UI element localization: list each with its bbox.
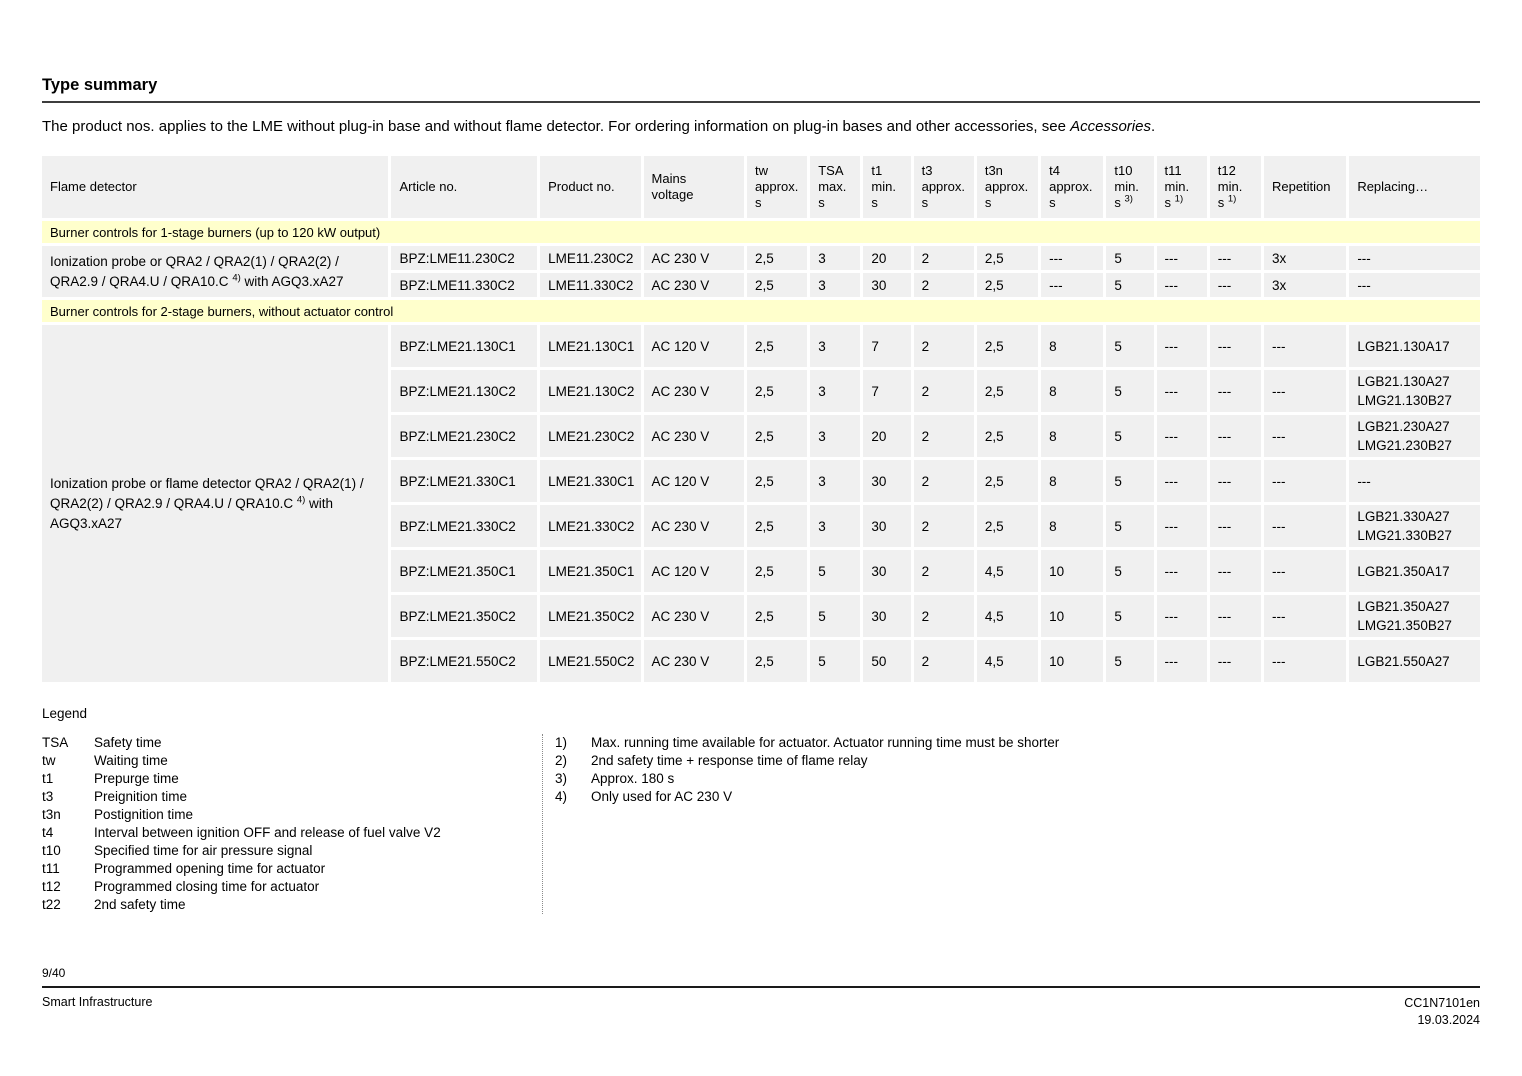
- cell-article: BPZ:LME21.350C1: [391, 550, 537, 592]
- cell-t1: 30: [863, 595, 910, 637]
- cell-t4: 10: [1041, 595, 1103, 637]
- cell-t11: ---: [1157, 246, 1207, 270]
- section-banner: [42, 300, 1480, 322]
- footnote-marker: 4): [232, 272, 241, 283]
- doc-date: 19.03.2024: [1417, 1013, 1480, 1027]
- cell-voltage: AC 230 V: [644, 273, 744, 297]
- legend-term-key: t3n: [42, 807, 61, 822]
- cell-voltage: AC 230 V: [644, 415, 744, 457]
- col-header-repetition: Repetition: [1264, 156, 1346, 218]
- legend-term-key: tw: [42, 753, 56, 768]
- legend-section: [42, 706, 1480, 914]
- footnote-text: Approx. 180 s: [591, 771, 675, 786]
- cell-article: BPZ:LME21.130C1: [391, 325, 537, 367]
- cell-product: LME11.330C2: [540, 273, 640, 297]
- cell-replacing: LGB21.350A17: [1349, 550, 1480, 592]
- cell-t12: ---: [1210, 460, 1261, 502]
- cell-article: BPZ:LME11.330C2: [391, 273, 537, 297]
- col-header-fd: Flame detector: [42, 156, 388, 218]
- cell-article: BPZ:LME21.550C2: [391, 640, 537, 682]
- cell-t1: 30: [863, 273, 910, 297]
- cell-t11: ---: [1157, 550, 1207, 592]
- cell-t12: ---: [1210, 273, 1261, 297]
- legend-term-key: t10: [42, 843, 61, 858]
- cell-repetition: ---: [1264, 370, 1346, 412]
- col-header-t3n: t3n approx. s: [977, 156, 1038, 218]
- type-summary-table: [39, 153, 1483, 685]
- cell-t4: 10: [1041, 640, 1103, 682]
- col-header-article: Article no.: [391, 156, 537, 218]
- legend-term-text: Interval between ignition OFF and release of fuel valve V2: [94, 825, 441, 840]
- cell-product: LME21.330C1: [540, 460, 640, 502]
- legend-term-text: Postignition time: [94, 807, 194, 822]
- legend-term-text: Prepurge time: [94, 771, 179, 786]
- cell-t10: 5: [1106, 325, 1153, 367]
- table-row: [42, 246, 1480, 270]
- cell-replacing: ---: [1349, 273, 1480, 297]
- cell-t3: 2: [914, 460, 974, 502]
- footer-brand: Smart Infrastructure: [42, 995, 153, 1009]
- footer-row: [42, 995, 1480, 1029]
- cell-tw: 2,5: [747, 325, 807, 367]
- cell-t3: 2: [914, 505, 974, 547]
- cell-t3: 2: [914, 246, 974, 270]
- cell-t11: ---: [1157, 415, 1207, 457]
- cell-t3n: 4,5: [977, 640, 1038, 682]
- cell-repetition: ---: [1264, 460, 1346, 502]
- doc-id: CC1N7101en: [1404, 996, 1480, 1010]
- title-rule: [42, 101, 1480, 103]
- flame-detector-cell: Ionization probe or flame detector QRA2 / QRA2(1) / QRA2(2) / QRA2.9 / QRA4.U / QRA10.C $^{4)}$ with AGQ3.xA27: [42, 325, 388, 682]
- footnote-marker: 1): [1174, 193, 1184, 205]
- page-content: [42, 0, 1480, 914]
- cell-tsa: 3: [810, 246, 860, 270]
- cell-t10: 5: [1106, 415, 1153, 457]
- page-title: Type summary: [42, 76, 158, 94]
- legend-term-text: 2nd safety time: [94, 897, 186, 912]
- cell-tsa: 3: [810, 273, 860, 297]
- cell-t3: 2: [914, 325, 974, 367]
- footer-doc-info: [1404, 995, 1480, 1029]
- cell-t11: ---: [1157, 640, 1207, 682]
- col-header-voltage: Mains voltage: [644, 156, 744, 218]
- footnote-number: 3): [555, 771, 568, 786]
- cell-replacing: ---: [1349, 460, 1480, 502]
- cell-voltage: AC 120 V: [644, 325, 744, 367]
- cell-t4: ---: [1041, 273, 1103, 297]
- cell-t4: ---: [1041, 246, 1103, 270]
- cell-voltage: AC 120 V: [644, 550, 744, 592]
- cell-t3n: 2,5: [977, 370, 1038, 412]
- col-header-t3: t3 approx. s: [914, 156, 974, 218]
- section-banner-label: Burner controls for 2-stage burners, without actuator control: [42, 300, 1480, 322]
- cell-t3n: 4,5: [977, 550, 1038, 592]
- cell-t10: 5: [1106, 460, 1153, 502]
- cell-t3n: 2,5: [977, 325, 1038, 367]
- legend-term-key: t4: [42, 825, 54, 840]
- cell-tw: 2,5: [747, 505, 807, 547]
- legend-title: Legend: [42, 706, 88, 721]
- cell-repetition: ---: [1264, 505, 1346, 547]
- cell-product: LME21.130C2: [540, 370, 640, 412]
- legend-term-key: TSA: [42, 735, 69, 750]
- cell-t10: 5: [1106, 595, 1153, 637]
- cell-tw: 2,5: [747, 415, 807, 457]
- cell-replacing: LGB21.230A27 LMG21.230B27: [1349, 415, 1480, 457]
- flame-detector-cell: Ionization probe or QRA2 / QRA2(1) / QRA2(2) / QRA2.9 / QRA4.U / QRA10.C $^{4)}$ with AGQ3.xA27: [42, 246, 388, 297]
- cell-t4: 8: [1041, 505, 1103, 547]
- col-header-tsa: TSA max. s: [810, 156, 860, 218]
- cell-t4: 8: [1041, 325, 1103, 367]
- cell-t12: ---: [1210, 550, 1261, 592]
- cell-product: LME21.130C1: [540, 325, 640, 367]
- legend-term-key: t1: [42, 771, 54, 786]
- table-head: [42, 156, 1480, 218]
- col-header-t11: t11 min. s $^{1)}$: [1157, 156, 1207, 218]
- footnote-marker: 1): [1227, 193, 1237, 205]
- cell-t12: ---: [1210, 415, 1261, 457]
- cell-repetition: ---: [1264, 640, 1346, 682]
- cell-product: LME21.350C1: [540, 550, 640, 592]
- cell-voltage: AC 120 V: [644, 460, 744, 502]
- cell-repetition: 3x: [1264, 273, 1346, 297]
- table-header-row: [42, 156, 1480, 218]
- legend-term-text: Specified time for air pressure signal: [94, 843, 313, 858]
- cell-article: BPZ:LME21.130C2: [391, 370, 537, 412]
- cell-t10: 5: [1106, 505, 1153, 547]
- section-banner-label: Burner controls for 1-stage burners (up to 120 kW output): [42, 221, 1480, 243]
- cell-replacing: ---: [1349, 246, 1480, 270]
- cell-t11: ---: [1157, 595, 1207, 637]
- cell-tw: 2,5: [747, 460, 807, 502]
- cell-voltage: AC 230 V: [644, 595, 744, 637]
- cell-t12: ---: [1210, 370, 1261, 412]
- cell-tsa: 3: [810, 325, 860, 367]
- footnote-text: 2nd safety time + response time of flame relay: [591, 753, 868, 768]
- cell-t12: ---: [1210, 246, 1261, 270]
- cell-t11: ---: [1157, 370, 1207, 412]
- legend-term-key: t22: [42, 897, 61, 912]
- table-row: [42, 325, 1480, 367]
- cell-t3: 2: [914, 640, 974, 682]
- legend-divider: [542, 734, 543, 914]
- footnote-number: 2): [555, 753, 568, 768]
- legend-term-key: t11: [42, 861, 60, 876]
- cell-t4: 10: [1041, 550, 1103, 592]
- cell-product: LME21.330C2: [540, 505, 640, 547]
- footnote-marker: 4): [296, 494, 306, 505]
- cell-replacing: LGB21.350A27 LMG21.350B27: [1349, 595, 1480, 637]
- cell-t10: 5: [1106, 370, 1153, 412]
- footer-rule: [42, 986, 1480, 988]
- cell-t3: 2: [914, 415, 974, 457]
- cell-repetition: ---: [1264, 415, 1346, 457]
- cell-t12: ---: [1210, 505, 1261, 547]
- cell-t1: 7: [863, 370, 910, 412]
- cell-voltage: AC 230 V: [644, 246, 744, 270]
- legend-terms-list: [42, 734, 542, 914]
- intro-italic-ref: Accessories: [1070, 118, 1151, 135]
- cell-repetition: ---: [1264, 595, 1346, 637]
- cell-product: LME21.350C2: [540, 595, 640, 637]
- col-header-t10: t10 min. s $^{3)}$: [1106, 156, 1153, 218]
- footnote-text: Max. running time available for actuator. Actuator running time must be shorter: [591, 735, 1060, 750]
- cell-repetition: 3x: [1264, 246, 1346, 270]
- cell-t10: 5: [1106, 640, 1153, 682]
- section-banner: [42, 221, 1480, 243]
- col-header-t4: t4 approx. s: [1041, 156, 1103, 218]
- cell-product: LME11.230C2: [540, 246, 640, 270]
- cell-t3n: 2,5: [977, 460, 1038, 502]
- cell-t11: ---: [1157, 460, 1207, 502]
- cell-article: BPZ:LME21.330C1: [391, 460, 537, 502]
- cell-tw: 2,5: [747, 370, 807, 412]
- cell-t3n: 2,5: [977, 415, 1038, 457]
- cell-t1: 30: [863, 505, 910, 547]
- cell-voltage: AC 230 V: [644, 640, 744, 682]
- col-header-t12: t12 min. s $^{1)}$: [1210, 156, 1261, 218]
- cell-tsa: 3: [810, 505, 860, 547]
- cell-t3: 2: [914, 595, 974, 637]
- cell-voltage: AC 230 V: [644, 505, 744, 547]
- cell-voltage: AC 230 V: [644, 370, 744, 412]
- legend-term-key: t3: [42, 789, 54, 804]
- cell-t1: 7: [863, 325, 910, 367]
- cell-tw: 2,5: [747, 246, 807, 270]
- cell-t1: 20: [863, 246, 910, 270]
- legend-term-text: Waiting time: [94, 753, 168, 768]
- footnote-text: Only used for AC 230 V: [591, 789, 733, 804]
- cell-tw: 2,5: [747, 640, 807, 682]
- cell-tsa: 5: [810, 550, 860, 592]
- cell-replacing: LGB21.330A27 LMG21.330B27: [1349, 505, 1480, 547]
- cell-t3: 2: [914, 273, 974, 297]
- cell-t3n: 2,5: [977, 246, 1038, 270]
- page-footer: [42, 966, 1480, 1029]
- legend-term-key: t12: [42, 879, 61, 894]
- cell-repetition: ---: [1264, 325, 1346, 367]
- cell-tsa: 3: [810, 460, 860, 502]
- footnote-number: 1): [555, 735, 568, 750]
- cell-t11: ---: [1157, 325, 1207, 367]
- page-number: 9/40: [42, 966, 66, 980]
- cell-t3: 2: [914, 370, 974, 412]
- cell-repetition: ---: [1264, 550, 1346, 592]
- col-header-product: Product no.: [540, 156, 640, 218]
- cell-tsa: 3: [810, 415, 860, 457]
- intro-paragraph: [42, 118, 1480, 135]
- legend-term-text: Programmed opening time for actuator: [94, 861, 326, 876]
- cell-article: BPZ:LME11.230C2: [391, 246, 537, 270]
- cell-t1: 30: [863, 460, 910, 502]
- footnote-marker: 3): [1124, 193, 1133, 205]
- cell-article: BPZ:LME21.230C2: [391, 415, 537, 457]
- cell-tsa: 5: [810, 640, 860, 682]
- cell-t3: 2: [914, 550, 974, 592]
- cell-tw: 2,5: [747, 595, 807, 637]
- footnote-number: 4): [555, 789, 568, 804]
- cell-t10: 5: [1106, 273, 1153, 297]
- legend-term-text: Programmed closing time for actuator: [94, 879, 320, 894]
- cell-t3n: 2,5: [977, 273, 1038, 297]
- cell-t3n: 2,5: [977, 505, 1038, 547]
- cell-product: LME21.550C2: [540, 640, 640, 682]
- cell-t11: ---: [1157, 273, 1207, 297]
- legend-term-text: Safety time: [94, 735, 162, 750]
- intro-period: .: [1150, 118, 1156, 135]
- cell-t11: ---: [1157, 505, 1207, 547]
- cell-product: LME21.230C2: [540, 415, 640, 457]
- table-body: [42, 221, 1480, 682]
- legend-term-text: Preignition time: [94, 789, 188, 804]
- col-header-t1: t1 min. s: [863, 156, 910, 218]
- cell-t1: 50: [863, 640, 910, 682]
- cell-t10: 5: [1106, 550, 1153, 592]
- cell-t4: 8: [1041, 415, 1103, 457]
- intro-text: The product nos. applies to the LME without plug-in base and without flame detector. For ordering information on plug-in bases and other accessories, see: [42, 118, 1071, 135]
- cell-tw: 2,5: [747, 550, 807, 592]
- cell-t1: 30: [863, 550, 910, 592]
- cell-tsa: 3: [810, 370, 860, 412]
- cell-article: BPZ:LME21.330C2: [391, 505, 537, 547]
- cell-replacing: LGB21.130A27 LMG21.130B27: [1349, 370, 1480, 412]
- cell-tw: 2,5: [747, 273, 807, 297]
- cell-t4: 8: [1041, 460, 1103, 502]
- legend-footnotes-list: [555, 734, 1059, 914]
- cell-t12: ---: [1210, 640, 1261, 682]
- col-header-tw: tw approx. s: [747, 156, 807, 218]
- cell-article: BPZ:LME21.350C2: [391, 595, 537, 637]
- legend-columns: [42, 734, 1480, 914]
- cell-t12: ---: [1210, 325, 1261, 367]
- cell-t10: 5: [1106, 246, 1153, 270]
- cell-t1: 20: [863, 415, 910, 457]
- cell-replacing: LGB21.130A17: [1349, 325, 1480, 367]
- cell-tsa: 5: [810, 595, 860, 637]
- cell-replacing: LGB21.550A27: [1349, 640, 1480, 682]
- cell-t4: 8: [1041, 370, 1103, 412]
- col-header-replacing: Replacing…: [1349, 156, 1480, 218]
- cell-t3n: 4,5: [977, 595, 1038, 637]
- cell-t12: ---: [1210, 595, 1261, 637]
